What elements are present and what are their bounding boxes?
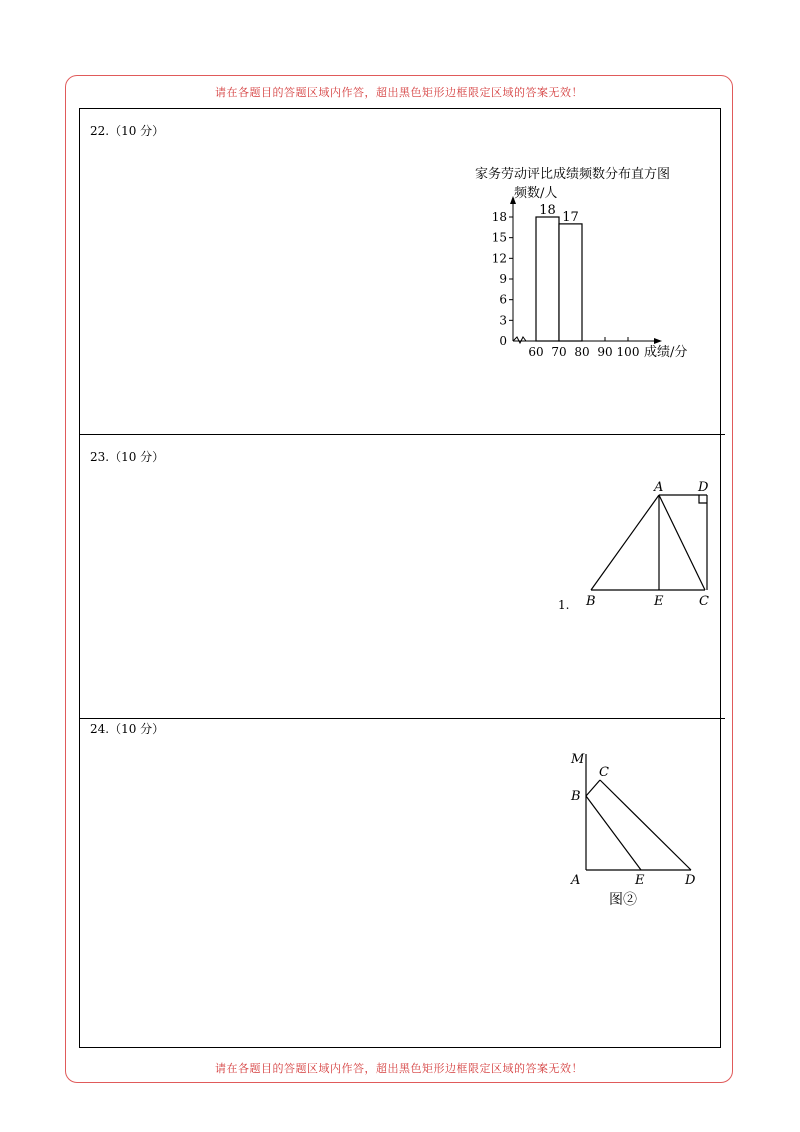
y-tick-label: 9 [499, 272, 507, 286]
chart-bars [536, 203, 582, 341]
y-tick-label: 12 [491, 251, 507, 266]
question-22-number: 22.（10 分） [90, 124, 165, 138]
y-tick-labels [492, 210, 507, 348]
y-tick-label: 3 [499, 313, 507, 328]
point-E-label: E [654, 594, 664, 609]
histogram-chart [468, 160, 718, 365]
y-tick-label: 0 [499, 334, 507, 348]
point-B-label: B [571, 789, 581, 804]
bottom-notice: 请在各题目的答题区域内作答，超出黑色矩形边框限定区域的答案无效！ [215, 1062, 583, 1075]
point-C-label: C [599, 765, 609, 780]
chart-axes [509, 196, 662, 344]
x-tick-label: 70 [551, 345, 567, 359]
point-D-label: D [685, 873, 696, 888]
x-tick-label: 90 [597, 345, 613, 359]
figure-23-prefix: 1. [558, 598, 570, 612]
point-C-label: C [699, 594, 709, 609]
point-A-label: A [571, 873, 581, 888]
y-tick-label: 15 [491, 230, 507, 245]
section-divider-2 [79, 718, 725, 719]
x-axis-label: 成绩/分 [644, 345, 688, 360]
chart-title: 家务劳动评比成绩频数分布直方图 [475, 167, 671, 182]
question-24-number: 24.（10 分） [90, 722, 165, 736]
y-tick-label: 6 [499, 292, 507, 307]
point-M-label: M [571, 752, 585, 767]
bar-value-label: 18 [539, 203, 556, 218]
point-D-label: D [698, 480, 709, 495]
figure-24-caption: 图② [609, 892, 637, 908]
x-axis-arrow [654, 338, 662, 344]
x-tick-label: 80 [574, 345, 590, 359]
point-E-label: E [635, 873, 645, 888]
x-tick-labels [528, 345, 639, 359]
x-tick-label: 60 [528, 345, 544, 359]
figure-24-diagram [565, 748, 715, 913]
point-B-label: B [586, 594, 596, 609]
y-axis-label: 频数/人 [514, 186, 558, 201]
top-notice: 请在各题目的答题区域内作答，超出黑色矩形边框限定区域的答案无效！ [215, 86, 583, 99]
histogram-bar [536, 217, 559, 341]
axis-break-symbol [513, 337, 526, 343]
histogram-bar [559, 224, 582, 341]
question-23-number: 23.（10 分） [90, 450, 165, 464]
x-tick-label: 100 [616, 345, 640, 359]
y-tick-label: 18 [491, 210, 507, 224]
point-A-label: A [654, 480, 664, 495]
bar-value-label: 17 [562, 209, 579, 225]
figure-23-triangle [578, 478, 718, 613]
section-divider-1 [79, 434, 725, 435]
